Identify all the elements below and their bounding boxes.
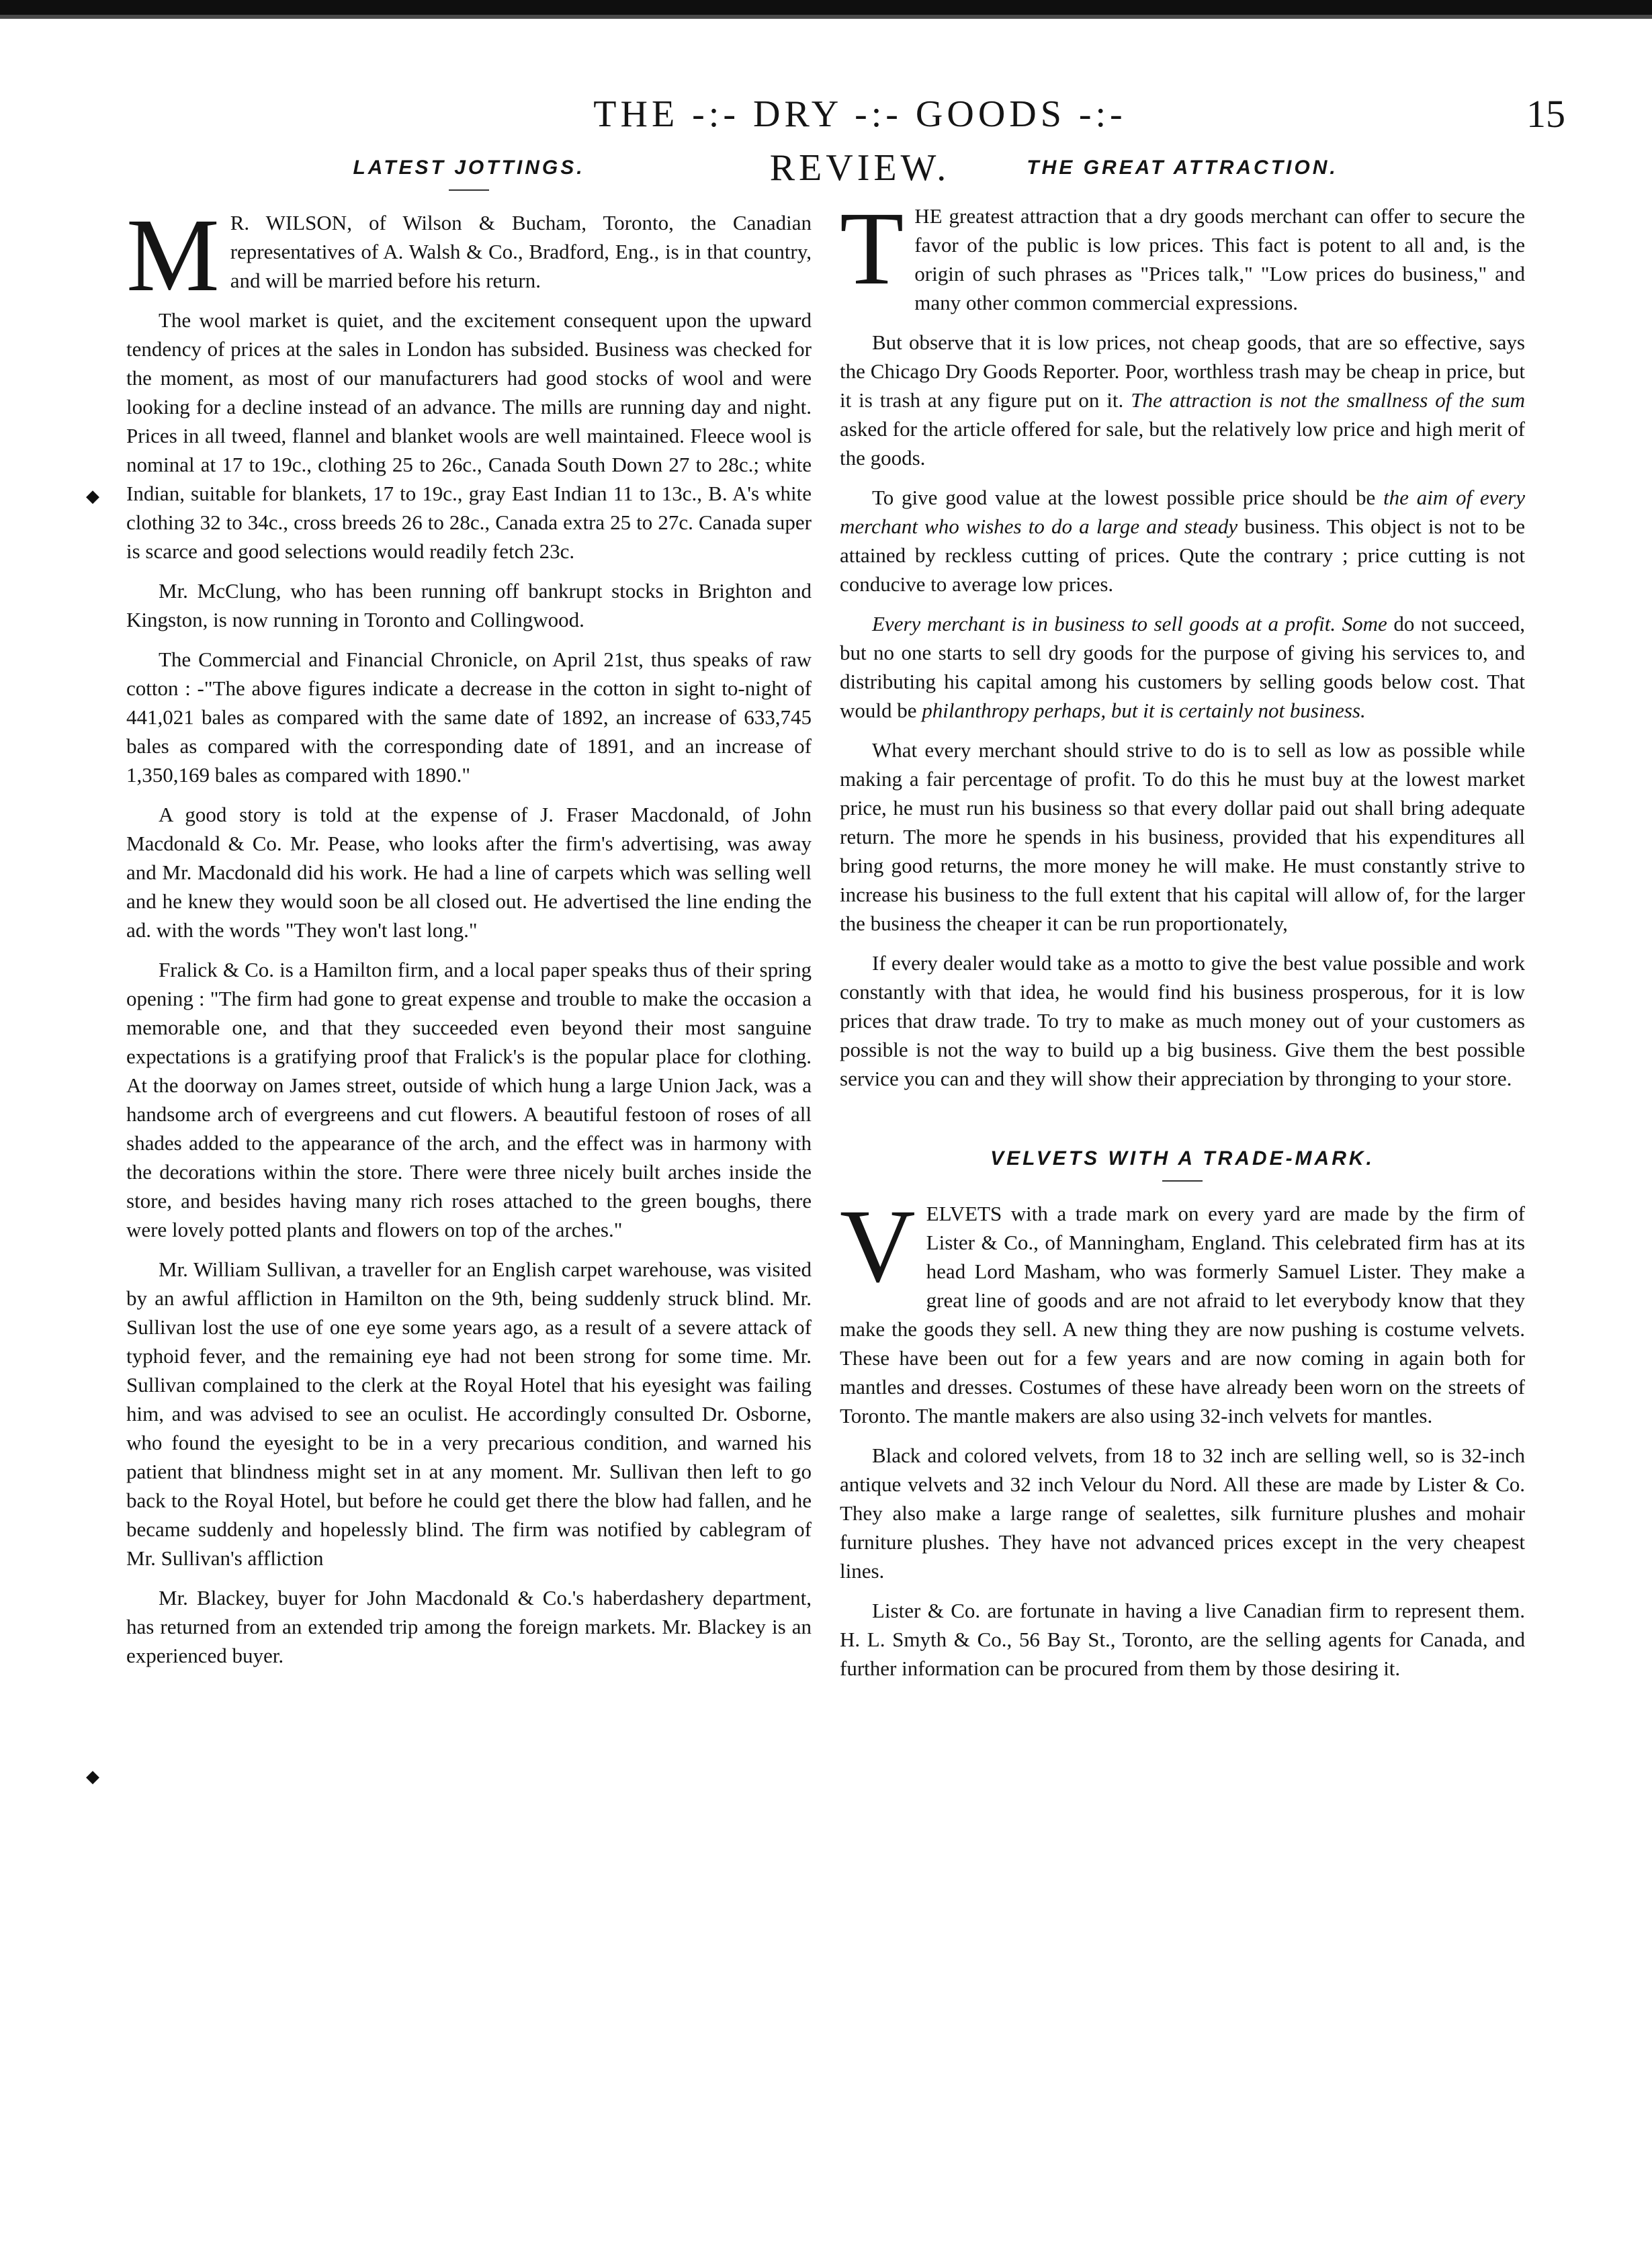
paragraph-text: To give good value at the lowest possible price should be: [872, 486, 1376, 509]
great-attraction-heading: THE GREAT ATTRACTION.: [1027, 157, 1338, 179]
top-border-rule: [0, 0, 1652, 15]
article-paragraph: [840, 328, 1525, 472]
heading-rule: [1162, 1180, 1203, 1182]
running-title: THE -:- DRY -:- GOODS -:- REVIEW.: [593, 93, 1127, 189]
article-paragraph: Mr. McClung, who has been running off bankrupt stocks in Brighton and Kingston, is now running in Toronto and Collingwood.: [126, 579, 812, 631]
article-paragraph: Fralick & Co. is a Hamilton firm, and a local paper speaks thus of their spring opening : "The firm had gone to great expense and trouble to make the occasion a memorable one, and that they succeeded even beyond their most sanguine expectations is a gratifying proof that Fralick's is the popular place for clothing. At the doorway on James street, outside of which hung a large Union Jack, was a handsome arch of evergreens and cut flowers. A beautiful festoon of roses of all shades added to the appearance of the arch, and the effect was in harmony with the decorations within the store. There were three nicely built arches inside the store, and besides having many rich roses attached to the green boughs, there were lovely potted plants and flowers on top of the arches.": [126, 958, 812, 1241]
italic-emphasis: The attraction is not the smallness of the sum: [1131, 388, 1526, 412]
paragraph-text: do not succeed, but no one starts to sell dry goods for the purpose of giving his services to, and distributing his capital among his customers by selling goods below cost. That would be: [840, 612, 1525, 722]
article-paragraph: [840, 483, 1525, 599]
paragraph-text: business. This object is not to be attained by reckless cutting of prices. Qute the contrary ; price cutting is not conducive to average low prices.: [840, 515, 1525, 596]
lead-paragraph: [126, 197, 812, 313]
right-column: [840, 155, 1525, 1693]
article-paragraph: Lister & Co. are fortunate in having a live Canadian firm to represent them. H. L. Smyth & Co., 56 Bay St., Toronto, are the selling agents for Canada, and further information can be procured from them by those desiring it.: [840, 1599, 1525, 1680]
article-paragraph: Mr. William Sullivan, a traveller for an English carpet warehouse, was visited by an awful affliction in Hamilton on the 9th, being suddenly struck blind. Mr. Sullivan lost the use of one eye some years ago, as a result of a severe attack of typhoid fever, and the remaining eye had not been strong for some time. Mr. Sullivan complained to the clerk at the Royal Hotel that his eyesight was failing him, and was advised to see an oculist. He accordingly consulted Dr. Osborne, who found the eyesight to be in a very precarious condition, and warned his patient that blindness might set in at any moment. Mr. Sullivan then left to go back to the Royal Hotel, but before he could get there the blow had fallen, and he became suddenly and hopelessly blind. The firm was notified by cablegram of Mr. Sullivan's affliction: [126, 1258, 812, 1570]
paragraph-text: But observe that it is low prices, not cheap goods, that are so effective, says the Chicago Dry Goods Reporter. Poor, worthless trash may be cheap in price, but it is trash at any figure put on it.: [840, 330, 1525, 412]
italic-emphasis: the aim of every merchant who wishes to do a large and steady: [840, 486, 1525, 538]
article-paragraph: If every dealer would take as a motto to give the best value possible and work constantly with that idea, he would find his business prosperous, for it is low prices that draw trade. To try to make as much money out of your customers as possible is not the way to build up a big business. Give them the best possible service you can and they will show their appreciation by thronging to your store.: [840, 951, 1525, 1090]
page-number: 15: [1526, 92, 1565, 136]
margin-bullet-mark: ◆: [86, 486, 99, 506]
velvets-heading: VELVETS WITH A TRADE-MARK.: [990, 1147, 1375, 1170]
article-paragraph: The wool market is quiet, and the excitement consequent upon the upward tendency of prices at the sales in London has subsided. Business was checked for the moment, as most of our manufacturers had good stocks of wool and were looking for a decline instead of an advance. The mills are running day and night. Prices in all tweed, flannel and blanket wools are well maintained. Fleece wool is nominal at 17 to 19c., clothing 25 to 26c., Canada South Down 27 to 28c.; white Indian, suitable for blankets, 17 to 19c., gray East Indian 11 to 13c., B. A's white clothing 32 to 34c., cross breeds 26 to 28c., Canada extra 25 to 27c. Canada super is scarce and good selections would readily fetch 23c.: [126, 308, 812, 563]
heading-rule: [449, 189, 489, 191]
latest-jottings-heading: LATEST JOTTINGS.: [353, 157, 585, 179]
lead-paragraph: [840, 190, 1525, 317]
article-paragraph: The Commercial and Financial Chronicle, on April 21st, thus speaks of raw cotton : -"The above figures indicate a decrease in the cotton in sight to-night of 441,021 bales as compared with the same date of 1892, an increase of 633,745 bales as compared with the corresponding date of 1891, and an increase of 1,350,169 bales as compared with 1890.": [126, 648, 812, 787]
lead-text: R. WILSON, of Wilson & Bucham, Toronto, the Canadian representatives of A. Walsh & Co., Bradford, Eng., is in that country, and will be married before his return.: [230, 211, 812, 292]
italic-emphasis: Every merchant is in business to sell goods at a profit. Some: [872, 612, 1387, 635]
lead-text: ELVETS with a trade mark on every yard are made by the firm of Lister & Co., of Manningham, England. This celebrated firm has at its head Lord Masham, who was formerly Samuel Lister. They make a great line of goods and are not afraid to let everybody know that they make the goods they sell. A new thing they are now pushing is costume velvets. These have been out for a few years and are now coming in again both for mantles and dresses. Costumes of these have already been worn on the streets of Toronto. The mantle makers are also using 32-inch velvets for mantles.: [840, 1202, 1525, 1427]
paragraph-text: asked for the article offered for sale, but the relatively low price and high merit of the goods.: [840, 417, 1525, 470]
drop-cap: T: [840, 190, 904, 306]
italic-emphasis: philanthropy perhaps, but it is certainly not business.: [922, 699, 1366, 722]
drop-cap: V: [840, 1188, 916, 1304]
section-gap: [840, 1104, 1525, 1145]
article-paragraph: What every merchant should strive to do is to sell as low as possible while making a fair percentage of profit. To do this he must buy at the lowest market price, he must run his business so that every dollar paid out shall bring adequate return. The more he spends in his business, provided that his expenditures all bring good returns, the more money he will make. He must constantly strive to increase his business to the full extent that his capital will allow of, for the larger the business the cheaper it can be run proportionately,: [840, 738, 1525, 935]
article-paragraph: A good story is told at the expense of J. Fraser Macdonald, of John Macdonald & Co. Mr. Pease, who looks after the firm's advertising, was away and Mr. Macdonald did his work. He had a line of carpets which was selling well and he knew they would soon be all closed out. He advertised the line ending the ad. with the words "They won't last long.": [126, 803, 812, 942]
margin-bullet-mark: ◆: [86, 1767, 99, 1786]
article-paragraph: Mr. Blackey, buyer for John Macdonald & Co.'s haberdashery department, has returned from an extended trip among the foreign markets. Mr. Blackey is an experienced buyer.: [126, 1586, 812, 1667]
lead-text: HE greatest attraction that a dry goods merchant can offer to secure the favor of the public is low prices. This fact is potent to all and, is the origin of such phrases as "Prices talk," "Low prices do business," and many other common commercial expressions.: [914, 204, 1525, 314]
article-paragraph: [840, 609, 1525, 725]
drop-cap: M: [126, 197, 220, 313]
left-column: [126, 155, 812, 1681]
top-border-rule-thin: [0, 15, 1652, 19]
lead-paragraph: [840, 1188, 1525, 1430]
article-paragraph: Black and colored velvets, from 18 to 32 inch are selling well, so is 32-inch antique velvets and 32 inch Velour du Nord. All these are made by Lister & Co. They also make a large range of sealettes, silk furniture plushes and mohair furniture plushes. They have not advanced prices except in the very cheapest lines.: [840, 1444, 1525, 1583]
